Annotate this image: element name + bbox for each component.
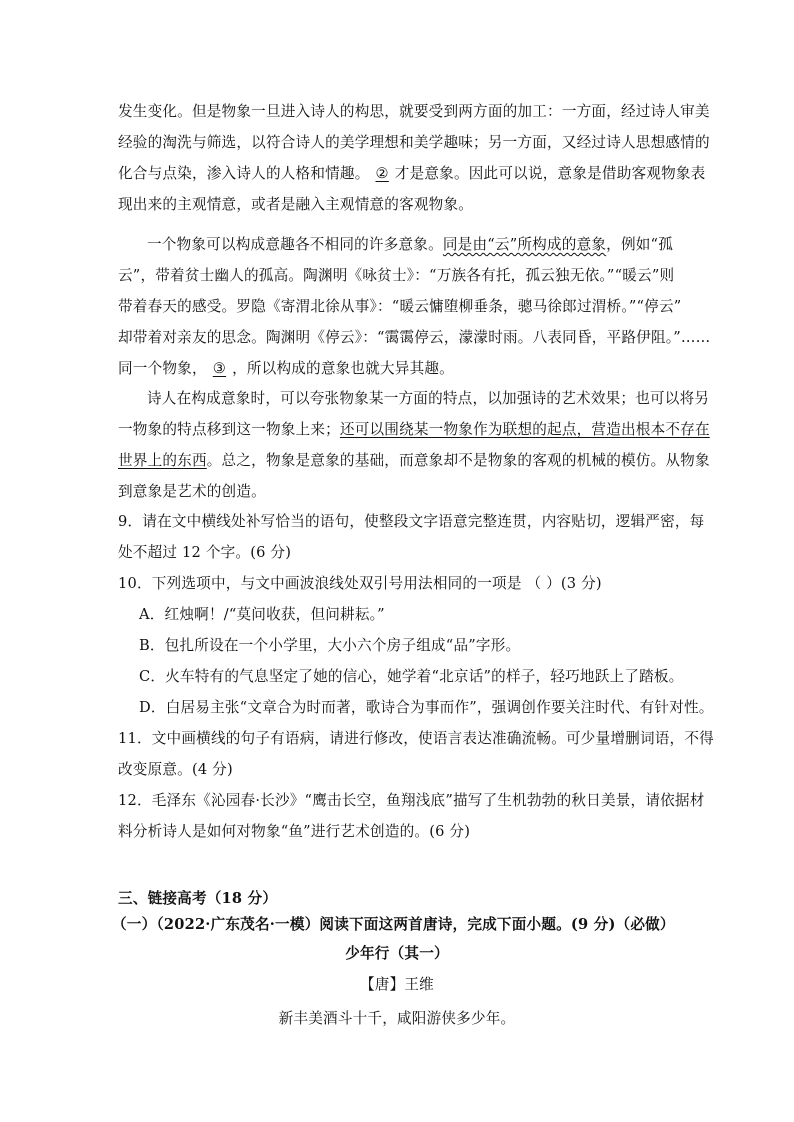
paragraph-2-line-1 (147, 236, 673, 254)
paragraph-1-line-1: 发生变化。但是物象一旦进入诗人的构思，就要受到两方面的加工：一方面，经过诗人审美 (118, 103, 710, 120)
paragraph-2-line-3: 带着春天的感受。罗隐《寄渭北徐从事》：“暖云慵堕柳垂条，骢马徐郎过渭桥。”“停云” (118, 298, 682, 315)
blank-3: ③ (212, 360, 227, 377)
paragraph-3-line-2-pre: 一物象的特点移到这一物象上来； (118, 421, 340, 438)
paragraph-3-line-3 (118, 452, 710, 470)
blank-2: ② (375, 165, 389, 182)
question-11-line-2: 改变原意。(4 分) (118, 761, 233, 778)
poem-line-1: 新丰美酒斗十千，咸阳游侠多少年。 (278, 1010, 516, 1027)
section-3-title: 三、链接高考（18 分） (118, 890, 278, 907)
question-10-stem: 10．下列选项中，与文中画波浪线处双引号用法相同的一项是 （ ）(3 分) (118, 575, 602, 592)
question-12-line-1: 12．毛泽东《沁园春·长沙》“鹰击长空，鱼翔浅底”描写了生机勃勃的秋日美景，请依据材 (118, 792, 705, 809)
paragraph-2-line-5-pre: 同一个物象， (118, 360, 207, 377)
question-10-option-d: D．白居易主张“文章合为时而著，歌诗合为事而作”，强调创作要关注时代、有针对性。 (139, 699, 714, 716)
question-10-option-c: C．火车特有的气息坚定了她的信心，她学着“北京话”的样子，轻巧地跃上了踏板。 (139, 668, 684, 685)
paragraph-3-line-3-post: 。总之，物象是意象的基础，而意象却不是物象的客观的机械的模仿。从物象 (206, 452, 710, 469)
question-10-option-b: B．包扎所设在一个小学里，大小六个房子组成“品”字形。 (139, 637, 521, 654)
section-3-subtitle: （一）（2022·广东茂名·一模）阅读下面这两首唐诗，完成下面小题。(9 分)（必做） (112, 916, 675, 933)
question-11-line-1: 11．文中画横线的句子有语病，请进行修改，使语言表达准确流畅。可少量增删词语，不得 (118, 730, 714, 747)
paragraph-2-line-1-pre: 一个物象可以构成意趣各不相同的许多意象。 (147, 236, 443, 253)
wavy-underlined-text: 同是由“云”所构成的意象 (442, 236, 607, 253)
paragraph-2-line-4: 却带着对亲友的思念。陶渊明《停云》：“霭霭停云，濛濛时雨。八表同昏，平路伊阻。”…… (118, 329, 711, 346)
paragraph-3-line-4: 到意象是艺术的创造。 (118, 483, 266, 500)
poem-title: 少年行（其一） (345, 945, 449, 962)
paragraph-2-line-1-post: ，例如“孤 (606, 236, 673, 253)
question-9-line-1: 9．请在文中横线处补写恰当的语句，使整段文字语意完整连贯，内容贴切，逻辑严密，每 (118, 513, 705, 530)
paragraph-3-line-2 (118, 421, 710, 439)
paragraph-1-line-3-post: 才是意象。因此可以说，意象是借助客观物象表 (394, 165, 706, 182)
underlined-sentence-part-1: 还可以围绕某一物象作为联想的起点，营造出根本不存在 (339, 421, 710, 438)
paragraph-1-line-3 (118, 165, 705, 183)
paragraph-3-line-1: 诗人在构成意象时，可以夸张物象某一方面的特点，以加强诗的艺术效果；也可以将另 (147, 390, 710, 407)
paragraph-2-line-5 (118, 360, 454, 378)
underlined-sentence-part-2: 世界上的东西 (118, 452, 207, 469)
paragraph-1-line-4: 现出来的主观情意，或者是融入主观情意的客观物象。 (118, 196, 474, 213)
question-9-line-2: 处不超过 12 个字。(6 分) (118, 544, 292, 561)
question-10-option-a: A．红烛啊！/“莫问收获，但问耕耘。” (139, 606, 385, 623)
paragraph-1-line-3-pre: 化合与点染，渗入诗人的人格和情趣。 (118, 165, 370, 182)
poem-author: 【唐】王维 (360, 976, 434, 993)
paragraph-2-line-5-post: ，所以构成的意象也就大异其趣。 (232, 360, 454, 377)
question-12-line-2: 料分析诗人是如何对物象“鱼”进行艺术创造的。(6 分) (118, 823, 471, 840)
paragraph-1-line-2: 经验的淘洗与筛选，以符合诗人的美学理想和美学趣味；另一方面，又经过诗人思想感情的 (118, 134, 710, 151)
paragraph-2-line-2: 云”，带着贫士幽人的孤高。陶渊明《咏贫士》：“万族各有托，孤云独无依。”“暖云”则 (118, 267, 675, 284)
